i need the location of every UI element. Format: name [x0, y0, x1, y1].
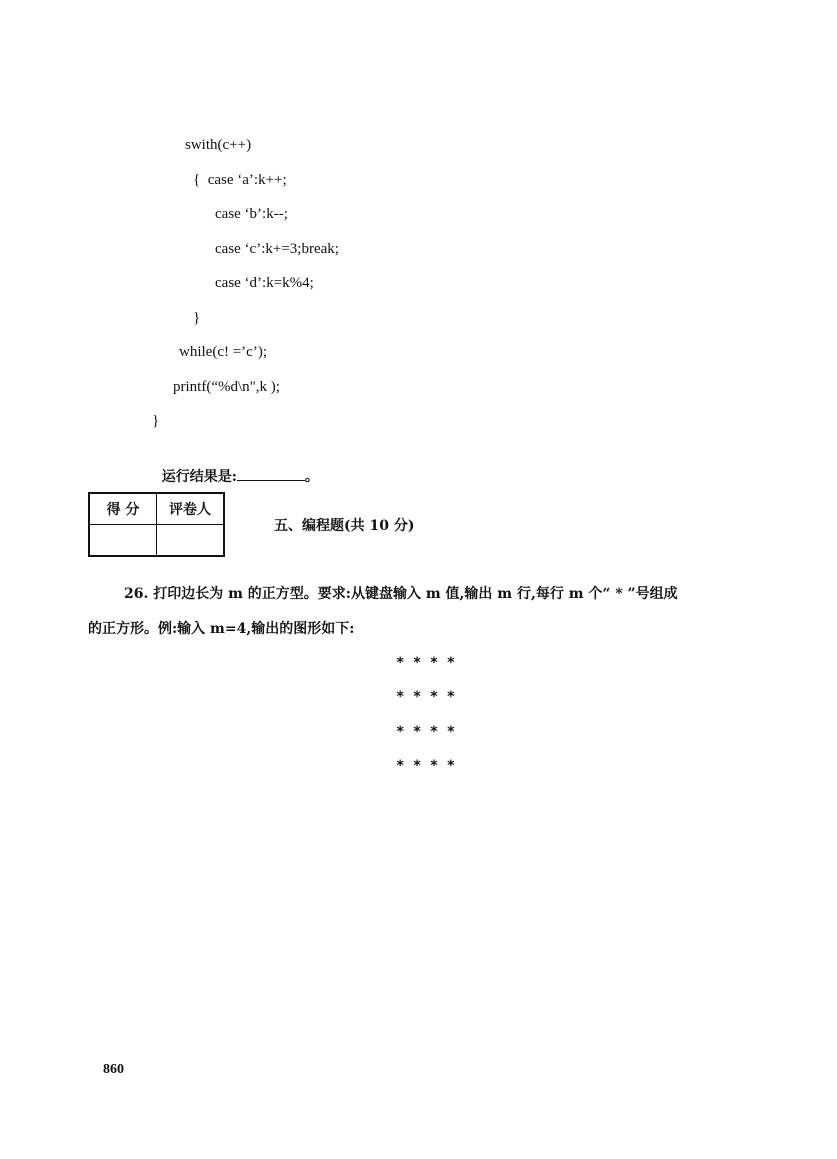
- code-line-9: }: [152, 413, 160, 429]
- star-row: * * * *: [396, 655, 456, 671]
- question-line-1: 26. 打印边长为 m 的正方型。要求:从键盘输入 m 值,输出 m 行,每行 m 个“ * ”号组成: [124, 586, 678, 602]
- code-line-6: }: [193, 310, 201, 326]
- score-header: 得 分: [89, 493, 157, 525]
- star-row: * * * *: [396, 724, 456, 740]
- result-label: 运行结果是:: [161, 469, 237, 485]
- answer-blank: [237, 466, 305, 481]
- code-line-3: case ‘b’:k--;: [215, 206, 288, 222]
- page-number: 860: [103, 1062, 124, 1077]
- score-cell: [89, 525, 157, 557]
- code-line-5: case ‘d’:k=k%4;: [215, 275, 314, 291]
- question-line-2: 的正方形。例:输入 m=4,输出的图形如下:: [88, 621, 355, 637]
- code-line-2: { case ‘a’:k++;: [193, 172, 287, 188]
- section-title: 五、编程题(共 10 分): [274, 518, 415, 534]
- score-table: [88, 492, 225, 557]
- code-line-4: case ‘c’:k+=3;break;: [215, 241, 339, 257]
- star-row: * * * *: [396, 758, 456, 774]
- code-line-8: printf(“%d\n",k );: [173, 379, 280, 395]
- code-line-1: swith(c++): [185, 137, 252, 153]
- result-suffix: 。: [304, 469, 319, 485]
- grader-header: 评卷人: [157, 493, 225, 525]
- grader-cell: [157, 525, 225, 557]
- code-line-7: while(c! =’c’);: [179, 344, 267, 360]
- result-line: [152, 448, 319, 486]
- star-row: * * * *: [396, 689, 456, 705]
